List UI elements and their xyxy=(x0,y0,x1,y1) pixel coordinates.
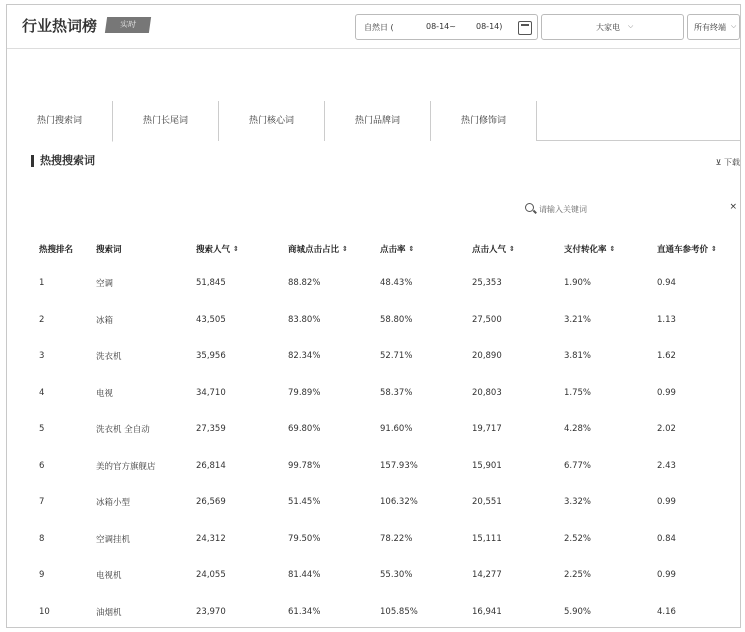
calendar-icon[interactable] xyxy=(518,21,532,35)
ztc-price-cell: 4.16 xyxy=(657,606,676,617)
click-popularity-cell: 27,500 xyxy=(472,314,502,325)
col-header-mall-click-share[interactable]: 商城点击占比 ⇕ xyxy=(288,245,348,255)
click-rate-cell: 58.80% xyxy=(380,314,413,325)
chevron-down-icon: ⌵ xyxy=(731,22,737,30)
table-row[interactable] xyxy=(39,338,739,375)
rank-cell: 4 xyxy=(39,387,45,398)
search-popularity-cell: 26,569 xyxy=(196,497,226,508)
panel-header xyxy=(7,5,740,49)
tab-core[interactable]: 热门核心词 xyxy=(219,101,325,141)
conversion-rate-cell: 4.28% xyxy=(564,424,592,435)
hot-words-table xyxy=(39,233,739,630)
date-end: 08-14) xyxy=(476,22,503,31)
click-rate-cell: 55.30% xyxy=(380,570,413,581)
col-header-click-rate[interactable]: 点击率 ⇕ xyxy=(380,245,415,255)
date-type-label: 自然日 ( xyxy=(364,23,394,32)
table-row[interactable] xyxy=(39,557,739,594)
mall-click-share-cell: 61.34% xyxy=(288,606,321,617)
col-header-conversion-rate[interactable]: 支付转化率 ⇕ xyxy=(564,245,616,255)
table-header xyxy=(39,233,739,265)
keyword-cell[interactable]: 电视机 xyxy=(96,571,122,582)
mall-click-share-cell: 82.34% xyxy=(288,351,321,362)
keyword-cell[interactable]: 美的官方旗舰店 xyxy=(96,461,156,472)
keyword-cell[interactable]: 洗衣机 xyxy=(96,352,122,363)
col-header-keyword: 搜索词 xyxy=(96,245,122,255)
search-popularity-cell: 23,970 xyxy=(196,606,226,617)
keyword-cell[interactable]: 冰箱 xyxy=(96,315,114,326)
conversion-rate-cell: 1.90% xyxy=(564,278,592,289)
mall-click-share-cell: 83.80% xyxy=(288,314,321,325)
close-icon[interactable]: × xyxy=(729,202,737,212)
rank-cell: 10 xyxy=(39,606,50,617)
ztc-price-cell: 2.43 xyxy=(657,460,676,471)
mall-click-share-cell: 99.78% xyxy=(288,460,321,471)
sort-icon: ⇕ xyxy=(509,245,515,253)
search-popularity-cell: 27,359 xyxy=(196,424,226,435)
keyword-cell[interactable]: 洗衣机 全自动 xyxy=(96,425,150,436)
table-row[interactable] xyxy=(39,448,739,485)
table-row[interactable] xyxy=(39,484,739,521)
terminal-select[interactable] xyxy=(687,14,740,40)
mall-click-share-cell: 51.45% xyxy=(288,497,321,508)
conversion-rate-cell: 3.21% xyxy=(564,314,592,325)
click-rate-cell: 157.93% xyxy=(380,460,418,471)
table-row[interactable] xyxy=(39,265,739,302)
click-popularity-cell: 20,890 xyxy=(472,351,502,362)
sort-icon: ⇕ xyxy=(609,245,616,253)
rank-cell: 1 xyxy=(39,278,45,289)
section-title: 热搜搜索词 xyxy=(31,155,95,167)
sort-icon: ⇕ xyxy=(233,245,239,253)
table-row[interactable] xyxy=(39,375,739,412)
ztc-price-cell: 1.13 xyxy=(657,314,676,325)
conversion-rate-cell: 3.81% xyxy=(564,351,592,362)
mall-click-share-cell: 79.89% xyxy=(288,387,321,398)
download-button[interactable]: ⊻ 下载 xyxy=(715,158,740,167)
sort-icon: ⇕ xyxy=(408,245,415,253)
category-select[interactable] xyxy=(541,14,684,40)
click-popularity-cell: 14,277 xyxy=(472,570,502,581)
realtime-badge: 实时 xyxy=(105,17,151,33)
keyword-search xyxy=(519,201,737,219)
click-popularity-cell: 16,941 xyxy=(472,606,502,617)
table-row[interactable] xyxy=(39,594,739,631)
sort-icon: ⇕ xyxy=(342,245,348,253)
click-popularity-cell: 20,551 xyxy=(472,497,502,508)
click-popularity-cell: 25,353 xyxy=(472,278,502,289)
search-popularity-cell: 26,814 xyxy=(196,460,226,471)
rank-cell: 8 xyxy=(39,533,45,544)
mall-click-share-cell: 88.82% xyxy=(288,278,321,289)
hot-words-panel xyxy=(6,4,741,628)
keyword-cell[interactable]: 空调挂机 xyxy=(96,534,131,545)
click-rate-cell: 58.37% xyxy=(380,387,413,398)
search-popularity-cell: 51,845 xyxy=(196,278,226,289)
tab-brand[interactable]: 热门品牌词 xyxy=(325,101,431,141)
keyword-tabs xyxy=(7,101,740,141)
col-header-ztc-price[interactable]: 直通车参考价 ⇕ xyxy=(657,245,717,255)
conversion-rate-cell: 2.25% xyxy=(564,570,592,581)
rank-cell: 6 xyxy=(39,460,45,471)
table-row[interactable] xyxy=(39,411,739,448)
date-start: 08-14~ xyxy=(426,22,456,31)
ztc-price-cell: 0.99 xyxy=(657,387,676,398)
search-icon xyxy=(525,203,534,212)
keyword-cell[interactable]: 空调 xyxy=(96,279,114,290)
rank-cell: 3 xyxy=(39,351,45,362)
mall-click-share-cell: 81.44% xyxy=(288,570,321,581)
click-rate-cell: 78.22% xyxy=(380,533,413,544)
click-popularity-cell: 19,717 xyxy=(472,424,502,435)
conversion-rate-cell: 2.52% xyxy=(564,533,592,544)
mall-click-share-cell: 69.80% xyxy=(288,424,321,435)
rank-cell: 9 xyxy=(39,570,45,581)
table-row[interactable] xyxy=(39,302,739,339)
click-rate-cell: 105.85% xyxy=(380,606,418,617)
tab-hot-search[interactable]: 热门搜索词 xyxy=(7,101,113,142)
conversion-rate-cell: 3.32% xyxy=(564,497,592,508)
search-popularity-cell: 34,710 xyxy=(196,387,226,398)
chevron-down-icon: ⌵ xyxy=(628,22,634,30)
rank-cell: 7 xyxy=(39,497,45,508)
ztc-price-cell: 1.62 xyxy=(657,351,676,362)
search-popularity-cell: 24,312 xyxy=(196,533,226,544)
click-rate-cell: 48.43% xyxy=(380,278,413,289)
click-popularity-cell: 15,901 xyxy=(472,460,502,471)
search-popularity-cell: 43,505 xyxy=(196,314,226,325)
page-title: 行业热词榜 xyxy=(22,17,98,35)
rank-cell: 5 xyxy=(39,424,45,435)
tab-long-tail[interactable]: 热门长尾词 xyxy=(113,101,219,141)
ztc-price-cell: 0.84 xyxy=(657,533,676,544)
search-popularity-cell: 35,956 xyxy=(196,351,226,362)
ztc-price-cell: 0.99 xyxy=(657,570,676,581)
click-rate-cell: 91.60% xyxy=(380,424,413,435)
click-popularity-cell: 20,803 xyxy=(472,387,502,398)
ztc-price-cell: 2.02 xyxy=(657,424,676,435)
category-value: 大家电 xyxy=(596,23,620,32)
click-rate-cell: 52.71% xyxy=(380,351,413,362)
search-input[interactable] xyxy=(539,201,689,217)
conversion-rate-cell: 5.90% xyxy=(564,606,592,617)
click-rate-cell: 106.32% xyxy=(380,497,418,508)
ztc-price-cell: 0.94 xyxy=(657,278,676,289)
keyword-cell[interactable]: 冰箱小型 xyxy=(96,498,131,509)
conversion-rate-cell: 6.77% xyxy=(564,460,592,471)
col-header-search-popularity[interactable]: 搜索人气 ⇕ xyxy=(196,245,239,255)
ztc-price-cell: 0.99 xyxy=(657,497,676,508)
table-row[interactable] xyxy=(39,521,739,558)
search-popularity-cell: 24,055 xyxy=(196,570,226,581)
terminal-value: 所有终端 xyxy=(694,23,726,32)
tab-modifier[interactable]: 热门修饰词 xyxy=(431,101,537,141)
keyword-cell[interactable]: 电视 xyxy=(96,388,114,399)
click-popularity-cell: 15,111 xyxy=(472,533,502,544)
date-range-picker[interactable] xyxy=(355,14,538,40)
col-header-rank: 热搜排名 xyxy=(39,245,74,255)
conversion-rate-cell: 1.75% xyxy=(564,387,592,398)
rank-cell: 2 xyxy=(39,314,45,325)
keyword-cell[interactable]: 油烟机 xyxy=(96,607,122,618)
sort-icon: ⇕ xyxy=(711,245,717,253)
mall-click-share-cell: 79.50% xyxy=(288,533,321,544)
col-header-click-popularity[interactable]: 点击人气 ⇕ xyxy=(472,245,515,255)
